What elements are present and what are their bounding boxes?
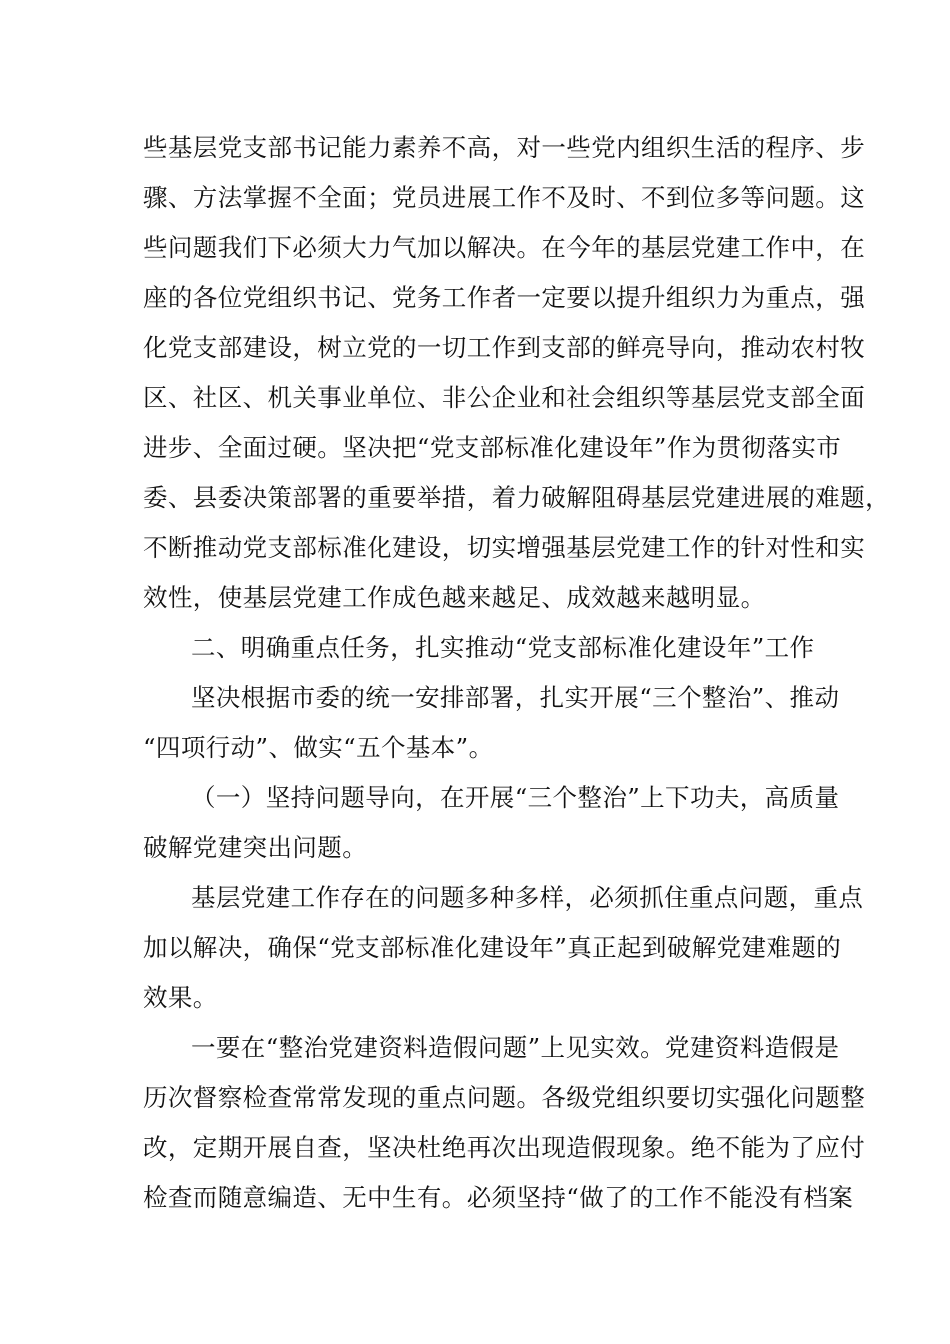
text-line-13: “四项行动”、做实“五个基本”。 [143, 733, 494, 762]
text-line-8: 委、县委决策部署的重要举措，着力破解阻碍基层党建进展的难题， [143, 483, 890, 512]
text-line-12: 坚决根据市委的统一安排部署，扎实开展“三个整治”、推动 [191, 683, 840, 712]
text-line-4: 座的各位党组织书记、党务工作者一定要以提升组织力为重点，强 [143, 283, 866, 312]
text-line-3: 些问题我们下必须大力气加以解决。在今年的基层党建工作中，在 [143, 233, 866, 262]
text-line-22: 检查而随意编造、无中生有。必须坚持“做了的工作不能没有档案 [143, 1183, 854, 1212]
text-line-5: 化党支部建设，树立党的一切工作到支部的鲜亮导向，推动农村牧 [143, 333, 866, 362]
text-line-15: 破解党建突出问题。 [143, 833, 368, 862]
text-line-6: 区、社区、机关事业单位、非公企业和社会组织等基层党支部全面 [143, 383, 866, 412]
text-line-16: 基层党建工作存在的问题多种多样，必须抓住重点问题，重点 [191, 883, 864, 912]
text-line-7: 进步、全面过硬。坚决把“党支部标准化建设年”作为贯彻落实市 [143, 433, 842, 462]
text-line-17: 加以解决，确保“党支部标准化建设年”真正起到破解党建难题的 [143, 933, 842, 962]
text-line-21: 改，定期开展自查，坚决杜绝再次出现造假现象。绝不能为了应付 [143, 1133, 866, 1162]
text-line-18: 效果。 [143, 983, 218, 1012]
document-body [143, 123, 890, 1223]
text-line-9: 不断推动党支部标准化建设，切实增强基层党建工作的针对性和实 [143, 533, 866, 562]
text-line-19: 一要在“整治党建资料造假问题”上见实效。党建资料造假是 [191, 1033, 840, 1062]
text-line-20: 历次督察检查常常发现的重点问题。各级党组织要切实强化问题整 [143, 1083, 866, 1112]
subsection-heading: （一）坚持问题导向，在开展“三个整治”上下功夫，高质量 [191, 783, 840, 812]
section-heading: 二、明确重点任务，扎实推动“党支部标准化建设年”工作 [191, 633, 815, 662]
text-line-1: 些基层党支部书记能力素养不高，对一些党内组织生活的程序、步 [143, 133, 866, 162]
text-line-10: 效性，使基层党建工作成色越来越足、成效越来越明显。 [143, 583, 766, 612]
text-line-2: 骤、方法掌握不全面；党员进展工作不及时、不到位多等问题。这 [143, 183, 866, 212]
